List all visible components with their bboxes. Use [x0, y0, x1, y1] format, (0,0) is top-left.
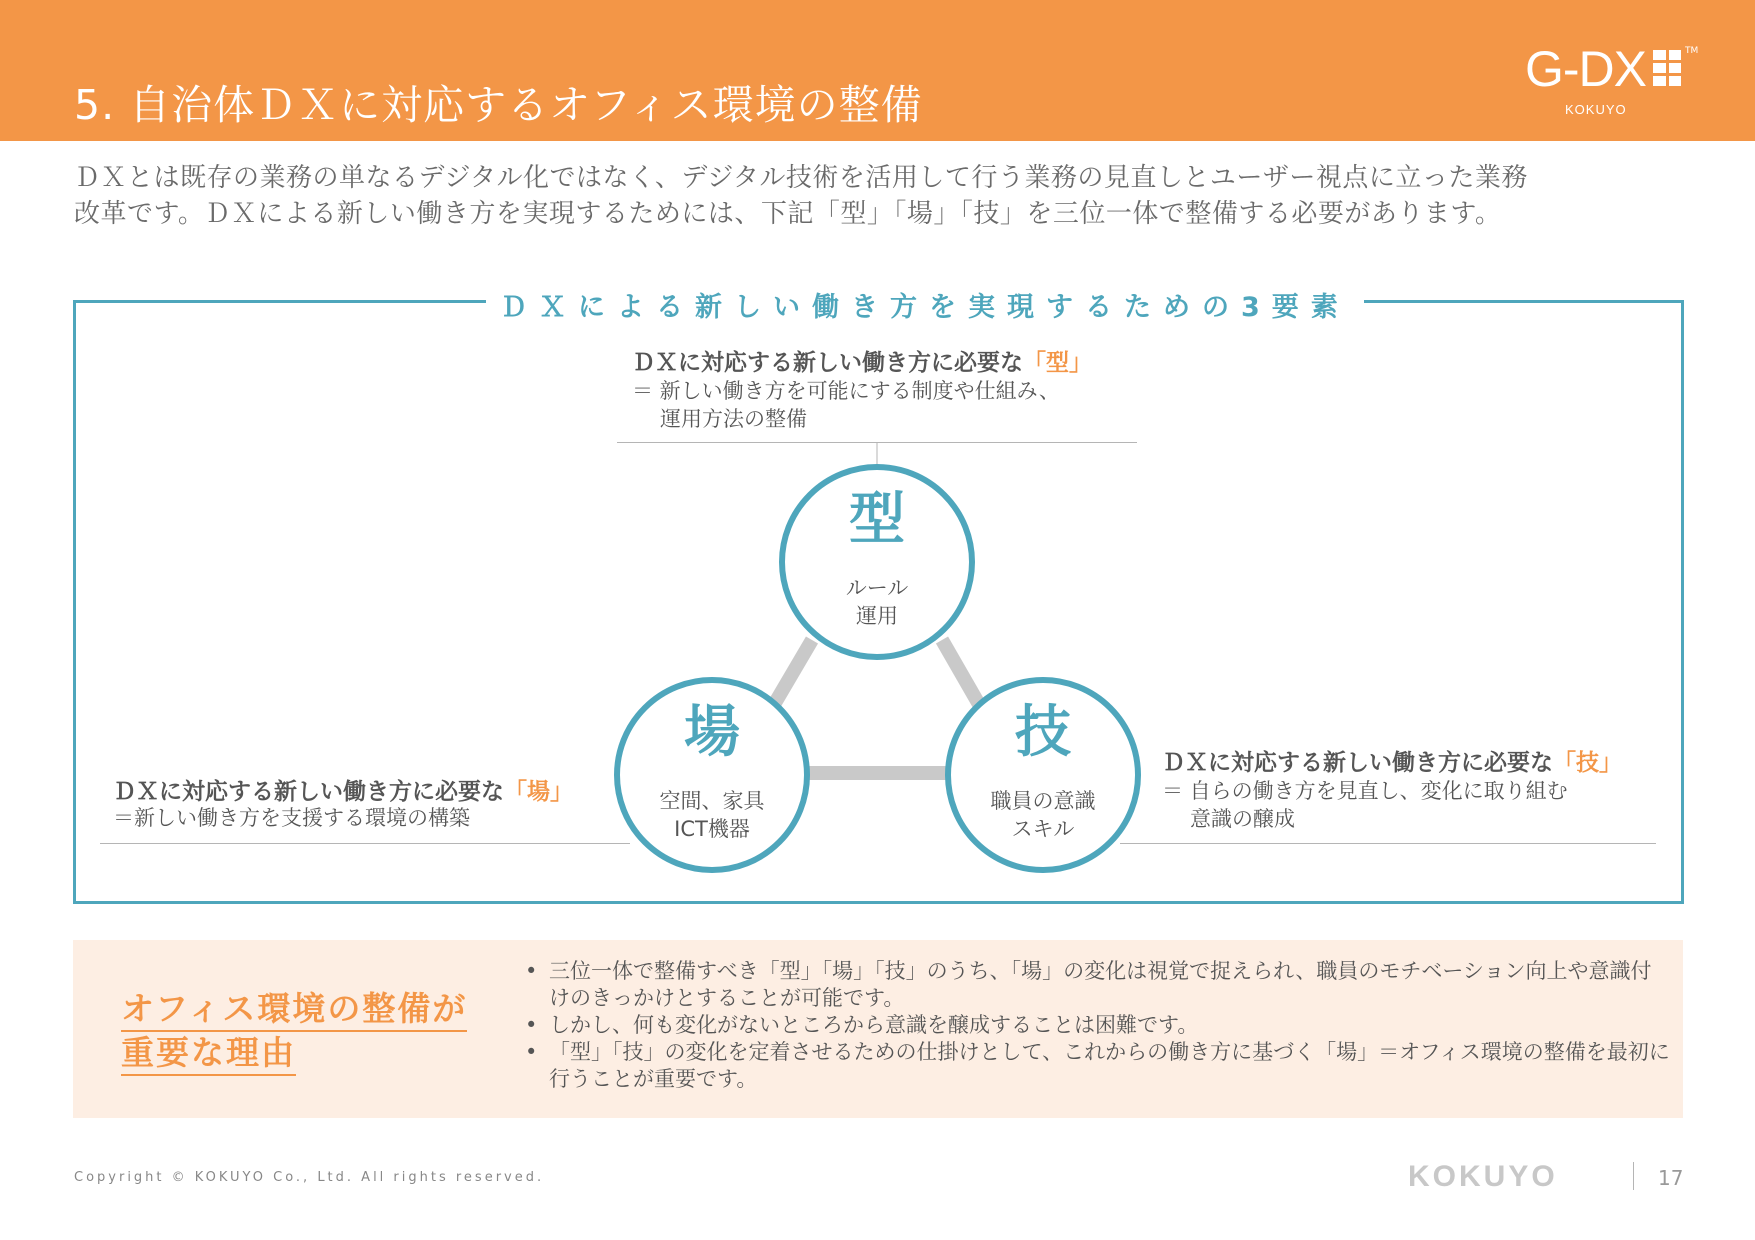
ba-caption-lead: ＤＸに対応する新しい働き方に必要な	[113, 779, 504, 805]
kata-caption-lead: ＤＸに対応する新しい働き方に必要な	[632, 350, 1023, 376]
kata-desc-2: 運用方法の整備	[660, 407, 807, 431]
ba-caption-desc	[113, 804, 470, 832]
kata-caption-heading	[632, 344, 1092, 377]
kata-kanji: 型	[849, 487, 905, 552]
ba-desc-1: ＝新しい働き方を支援する環境の構築	[113, 806, 470, 830]
ba-circle	[614, 677, 810, 873]
ba-caption-heading	[113, 773, 573, 806]
reason-title-line-1: オフィス環境の整備が	[121, 988, 467, 1032]
reason-title-line-2: 重要な理由	[121, 1032, 296, 1076]
waza-caption-heading	[1162, 744, 1622, 777]
reason-bullet-1: • 三位一体で整備すべき「型」「場」「技」のうち、「場」の変化は視覚で捉えられ、職員のモチベーション向上や意識付けのきっかけとすることが可能です。	[521, 958, 1671, 1012]
kata-sub-1: ルール	[845, 576, 909, 600]
ba-sub-2: ICT機器	[674, 817, 750, 841]
diagram-title: ＤＸによる新しい働き方を実現するための3要素	[486, 285, 1364, 324]
ba-caption-line	[100, 843, 630, 844]
reason-bullet-3: • 「型」「技」の変化を定着させるための仕掛けとして、これからの働き方に基づく「場」＝オフィス環境の整備を最初に行うことが重要です。	[521, 1039, 1671, 1093]
ba-caption-key: 「場」	[504, 779, 573, 805]
gdx-logo-text: G-DX	[1525, 41, 1646, 97]
ba-sub-1: 空間、家具	[659, 789, 765, 813]
waza-caption-key: 「技」	[1553, 750, 1622, 776]
page-title: 5. 自治体ＤＸに対応するオフィス環境の整備	[74, 81, 923, 129]
waza-kanji: 技	[1015, 700, 1071, 765]
waza-caption-line	[1120, 843, 1656, 844]
reason-title	[121, 988, 467, 1076]
reason-bullet-2: • しかし、何も変化がないところから意識を醸成することは困難です。	[521, 1012, 1671, 1039]
kata-caption-key: 「型」	[1023, 350, 1092, 376]
page-number: 17	[1658, 1166, 1684, 1190]
waza-desc-2: 意識の醸成	[1190, 807, 1295, 831]
copyright-text: Copyright © KOKUYO Co., Ltd. All rights reserved.	[74, 1170, 545, 1185]
waza-circle	[945, 677, 1141, 873]
waza-sub-2: スキル	[1011, 817, 1075, 841]
footer-divider	[1633, 1162, 1634, 1190]
reason-bullet-list	[521, 958, 1671, 1093]
reason-box	[73, 940, 1683, 1118]
intro-line-2: 改革です。ＤＸによる新しい働き方を実現するためには、下記「型」「場」「技」を三位一体で整備する必要があります。	[74, 199, 1502, 229]
kata-desc-1: ＝ 新しい働き方を可能にする制度や仕組み、	[632, 379, 1060, 403]
kata-caption-line	[617, 442, 1137, 443]
kokuyo-logo: KOKUYO	[1408, 1160, 1558, 1193]
waza-sub-1: 職員の意識	[990, 789, 1096, 813]
intro-line-1: ＤＸとは既存の業務の単なるデジタル化ではなく、デジタル技術を活用して行う業務の見直しとユーザー視点に立った業務	[74, 163, 1528, 193]
ba-kanji: 場	[684, 700, 740, 765]
kata-circle	[779, 464, 975, 660]
gdx-logo-subtext: KOKUYO	[1565, 102, 1627, 117]
kata-caption-desc	[632, 377, 1060, 433]
waza-caption-desc	[1162, 777, 1568, 833]
waza-desc-1: ＝ 自らの働き方を見直し、変化に取り組む	[1162, 779, 1568, 803]
kata-sub-2: 運用	[856, 604, 898, 628]
trademark-mark: TM	[1685, 46, 1699, 56]
waza-caption-lead: ＤＸに対応する新しい働き方に必要な	[1162, 750, 1553, 776]
